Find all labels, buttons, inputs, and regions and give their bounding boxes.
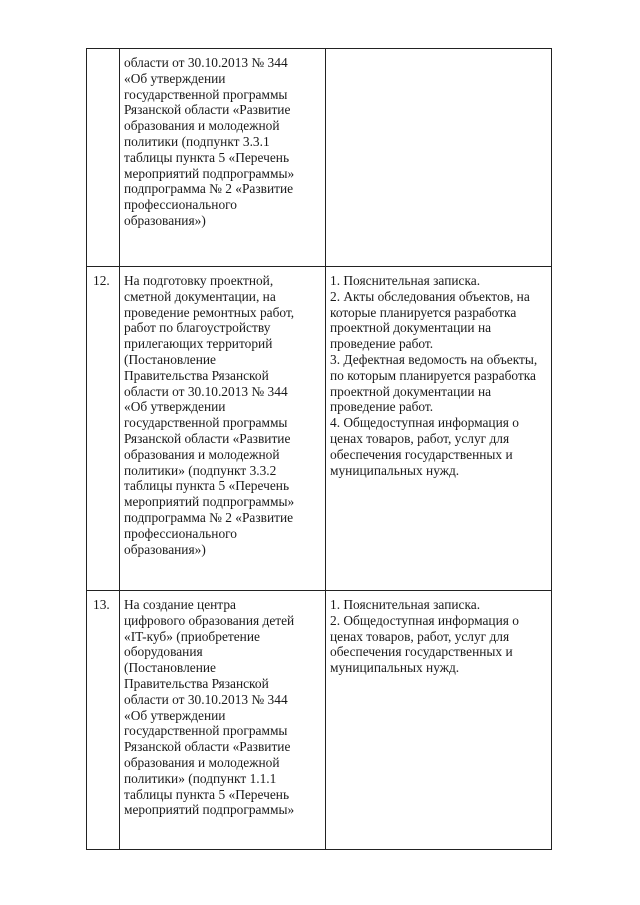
description-line: политики (подпункт 3.3.1	[124, 133, 270, 149]
description-line: мероприятий подпрограммы»	[124, 802, 295, 818]
document-table	[86, 48, 552, 850]
document-line: муниципальных нужд.	[330, 660, 460, 676]
description-line: (Постановление	[124, 660, 216, 676]
description-line: Рязанской области «Развитие	[124, 102, 291, 118]
description-line: области от 30.10.2013 № 344	[124, 383, 288, 399]
row-number-cell: 12.	[87, 267, 120, 591]
document-line: 4. Общедоступная информация о	[330, 415, 519, 431]
description-line: мероприятий подпрограммы»	[124, 165, 295, 181]
description-line: подпрограмма № 2 «Развитие	[124, 509, 294, 525]
description-line: «Об утверждении	[124, 707, 226, 723]
description-line: (Постановление	[124, 351, 216, 367]
description-line: На создание центра	[124, 597, 236, 612]
row-number-cell	[87, 49, 120, 267]
description-line: профессионального	[124, 197, 237, 213]
document-line: 1. Пояснительная записка.	[330, 273, 481, 288]
document-line: проектной документации на	[330, 320, 492, 336]
documents-cell	[326, 267, 552, 591]
description-line: области от 30.10.2013 № 344	[124, 55, 288, 70]
description-line: прилегающих территорий	[124, 336, 273, 352]
document-line: 2. Акты обследования объектов, на	[330, 288, 530, 304]
description-cell	[120, 49, 326, 267]
description-line: политики» (подпункт 3.3.2	[124, 462, 277, 478]
document-line: проведение работ.	[330, 399, 434, 415]
description-line: таблицы пункта 5 «Перечень	[124, 786, 290, 802]
description-line: области от 30.10.2013 № 344	[124, 691, 288, 707]
table-row	[87, 267, 552, 591]
document-line: проведение работ.	[330, 336, 434, 352]
document-line: по которым планируется разработка	[330, 367, 537, 383]
description-line: Рязанской области «Развитие	[124, 739, 291, 755]
table-row	[87, 591, 552, 850]
documents-cell	[326, 591, 552, 850]
document-line: проектной документации на	[330, 383, 492, 399]
description-line: сметной документации, на	[124, 288, 276, 304]
description-line: «Об утверждении	[124, 399, 226, 415]
description-line: На подготовку проектной,	[124, 273, 274, 288]
description-line: оборудования	[124, 644, 203, 660]
document-line: обеспечения государственных и	[330, 644, 513, 660]
description-line: таблицы пункта 5 «Перечень	[124, 478, 290, 494]
description-line: Рязанской области «Развитие	[124, 430, 291, 446]
document-line: 1. Пояснительная записка.	[330, 597, 481, 612]
description-line: подпрограмма № 2 «Развитие	[124, 181, 294, 197]
description-line: Правительства Рязанской	[124, 367, 269, 383]
description-line: профессионального	[124, 525, 237, 541]
document-line: которые планируется разработка	[330, 304, 517, 320]
documents-cell	[326, 49, 552, 267]
document-line: обеспечения государственных и	[330, 446, 513, 462]
description-line: политики» (подпункт 1.1.1	[124, 770, 277, 786]
description-line: цифрового образования детей	[124, 612, 295, 628]
description-line: государственной программы	[124, 723, 288, 739]
description-cell	[120, 591, 326, 850]
document-line: ценах товаров, работ, услуг для	[330, 628, 510, 644]
description-line: государственной программы	[124, 86, 288, 102]
description-line: образования и молодежной	[124, 446, 280, 462]
table-row	[87, 49, 552, 267]
description-cell	[120, 267, 326, 591]
document-line: 3. Дефектная ведомость на объекты,	[330, 351, 538, 367]
description-line: таблицы пункта 5 «Перечень	[124, 149, 290, 165]
document-line: муниципальных нужд.	[330, 462, 460, 478]
description-line: Правительства Рязанской	[124, 675, 269, 691]
description-line: образования и молодежной	[124, 754, 280, 770]
description-line: работ по благоустройству	[124, 320, 271, 336]
description-line: образования»)	[124, 541, 206, 557]
description-line: образования»)	[124, 212, 206, 228]
description-line: образования и молодежной	[124, 118, 280, 134]
document-line: 2. Общедоступная информация о	[330, 612, 519, 628]
description-line: государственной программы	[124, 415, 288, 431]
document-line: ценах товаров, работ, услуг для	[330, 430, 510, 446]
row-number-cell: 13.	[87, 591, 120, 850]
description-line: проведение ремонтных работ,	[124, 304, 295, 320]
description-line: «Об утверждении	[124, 70, 226, 86]
description-line: «IT-куб» (приобретение	[124, 628, 260, 644]
description-line: мероприятий подпрограммы»	[124, 494, 295, 510]
